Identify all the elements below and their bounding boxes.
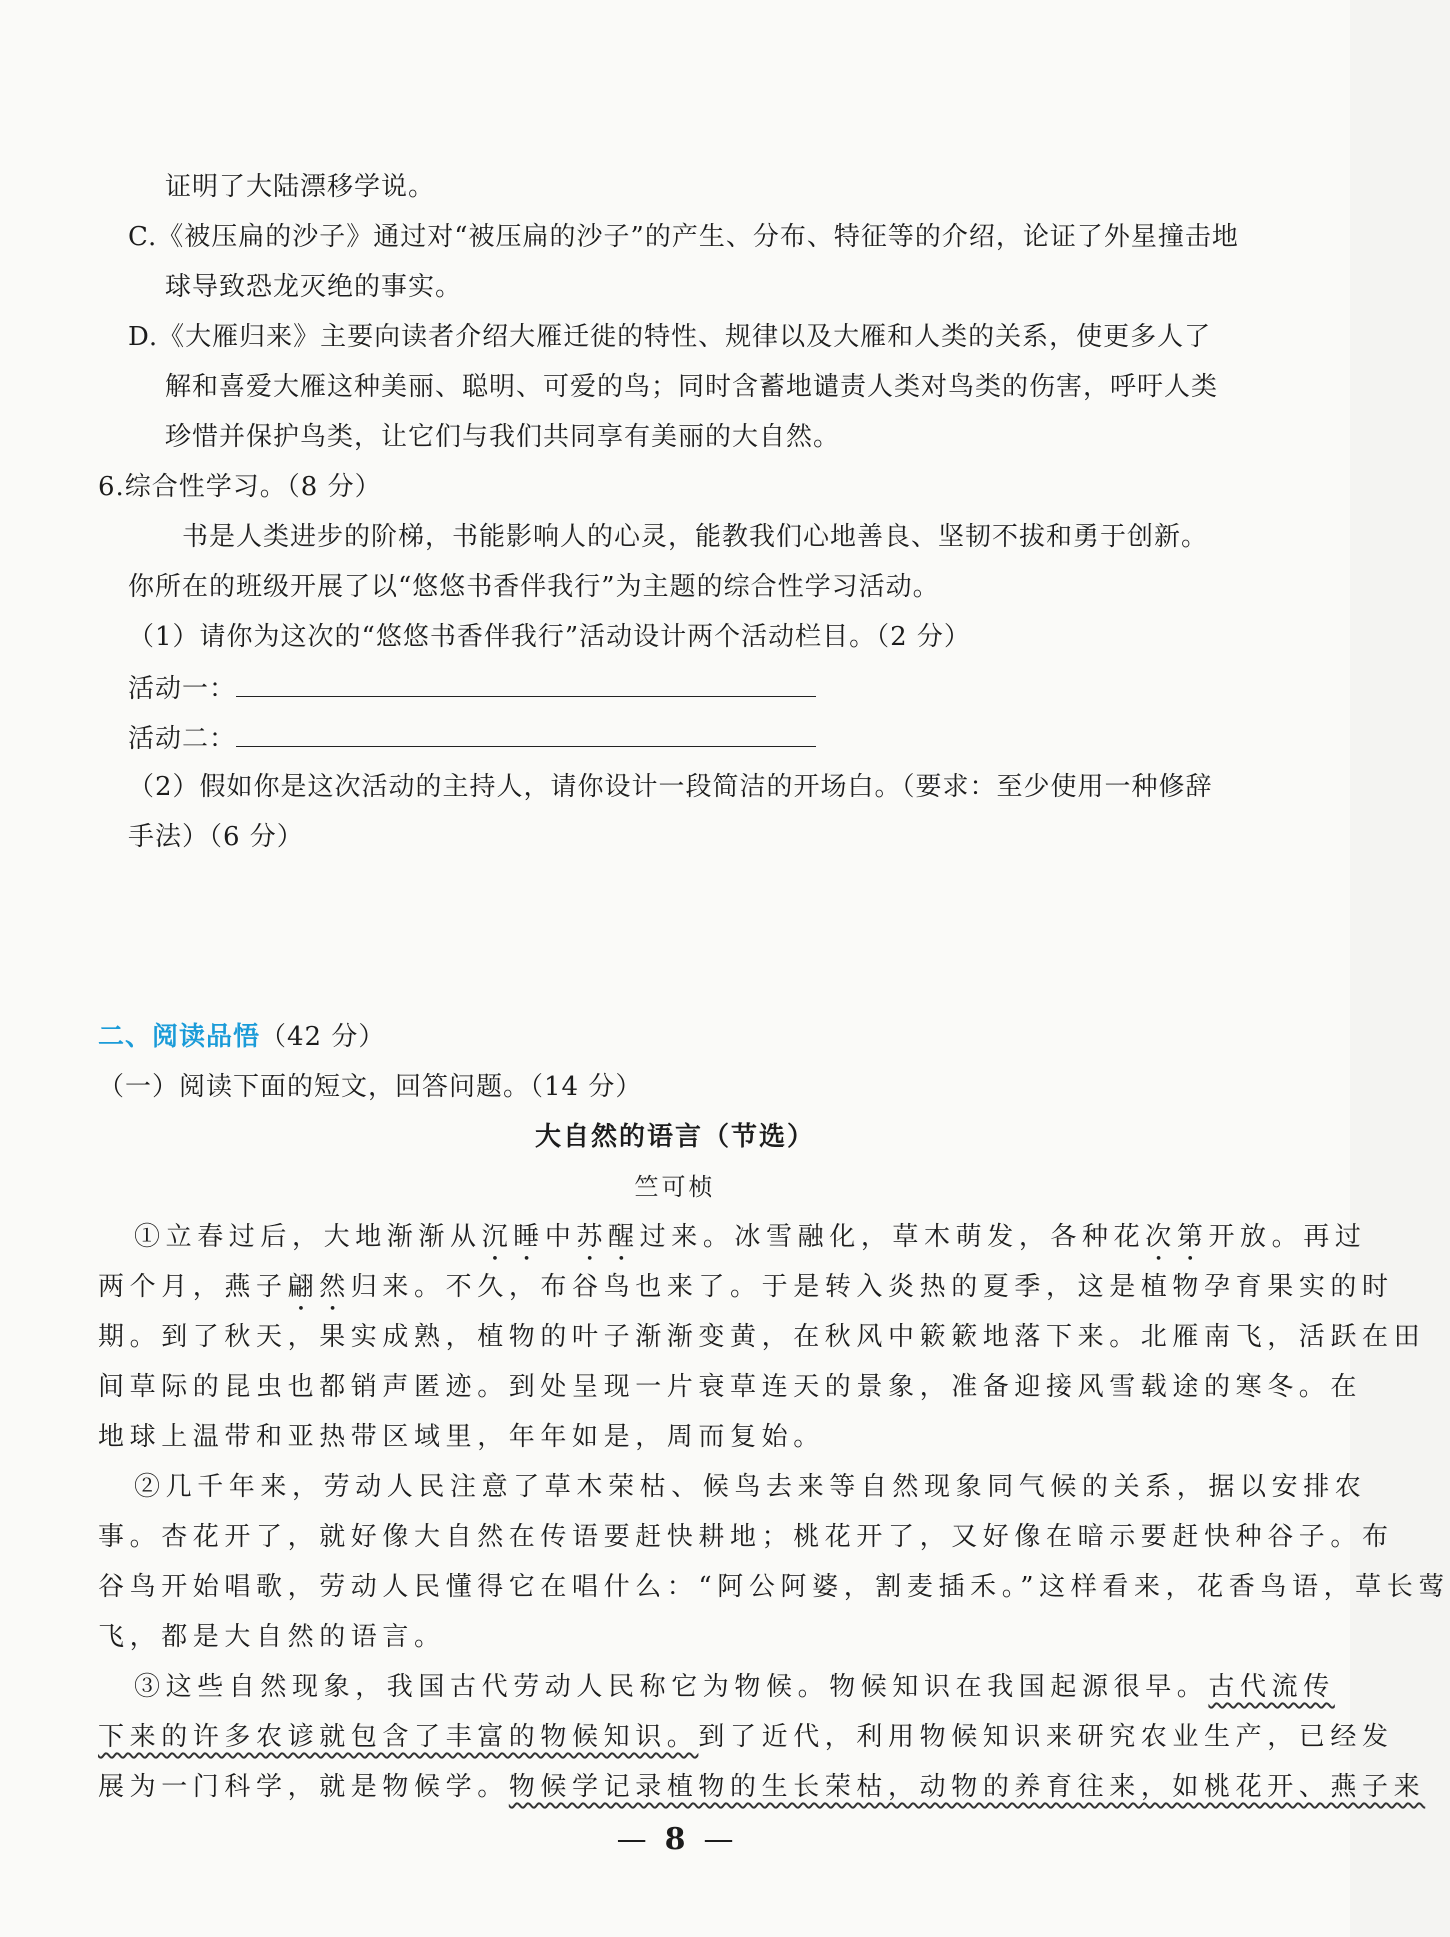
question-6-part2-line2: 手法）（6 分） xyxy=(128,822,304,852)
wavy-underline-1b: 下来的许多农谚就包含了丰富的物候知识。 xyxy=(98,1722,699,1752)
option-d-line1: D.《大雁归来》主要向读者介绍大雁迁徙的特性、规律以及大雁和人类的关系，使更多人了 xyxy=(128,322,1212,352)
section-2-title: 二、阅读品悟 xyxy=(98,1022,261,1052)
activity-2-label: 活动二： xyxy=(128,724,237,754)
page-number xyxy=(0,1820,1350,1860)
option-d-line2: 解和喜爱大雁这种美丽、聪明、可爱的鸟；同时含蓄地谴责人类对鸟类的伤害，呼吁人类 xyxy=(165,372,1219,402)
paragraph-2-line4: 飞，都是大自然的语言。 xyxy=(98,1622,446,1652)
question-6-title: 6.综合性学习。（8 分） xyxy=(98,472,382,502)
dotted-word-suxing: 苏醒 xyxy=(576,1222,640,1252)
wavy-underline-2: 物候学记录植物的生长荣枯，动物的养育往来，如桃花开、燕子来 xyxy=(508,1772,1426,1802)
paragraph-1-line4: 间草际的昆虫也都销声匿迹。到处呈现一片衰草连天的景象，准备迎接风雪载途的寒冬。在 xyxy=(98,1372,1363,1402)
paragraph-3-line3: 展为一门科学，就是物候学。物候学记录植物的生长荣枯，动物的养育往来，如桃花开、燕子来 xyxy=(98,1772,1426,1802)
activity-1-row xyxy=(128,670,816,706)
activity-2-answer-blank[interactable] xyxy=(236,720,816,747)
paragraph-1-line3: 期。到了秋天，果实成熟，植物的叶子渐渐变黄，在秋风中簌簌地落下来。北雁南飞，活跃在田 xyxy=(98,1322,1426,1352)
paragraph-2-line2: 事。杏花开了，就好像大自然在传语要赶快耕地；桃花开了，又好像在暗示要赶快种谷子。布 xyxy=(98,1522,1394,1552)
dotted-word-cidi: 次第 xyxy=(1145,1222,1209,1252)
paragraph-3-line1: ③这些自然现象，我国古代劳动人民称它为物候。物候知识在我国起源很早。古代流传 xyxy=(134,1672,1335,1702)
article-author: 竺可桢 xyxy=(634,1173,716,1201)
question-6-part2-line1: （2）假如你是这次活动的主持人，请你设计一段简洁的开场白。（要求：至少使用一种修辞 xyxy=(128,772,1213,802)
activity-1-label: 活动一： xyxy=(128,674,237,704)
article-title: 大自然的语言（节选） xyxy=(534,1122,815,1152)
option-b-continuation: 证明了大陆漂移学说。 xyxy=(165,172,436,202)
question-6-part1: （1）请你为这次的“悠悠书香伴我行”活动设计两个活动栏目。（2 分） xyxy=(128,622,971,652)
dotted-word-chenshui: 沉睡 xyxy=(481,1222,545,1252)
activity-2-row xyxy=(128,720,816,756)
page-dash-right: — xyxy=(703,1822,734,1857)
page-dash-left: — xyxy=(616,1822,647,1857)
paragraph-2-line1: ②几千年来，劳动人民注意了草木荣枯、候鸟去来等自然现象同气候的关系，据以安排农 xyxy=(134,1472,1367,1502)
question-6-intro-line2: 你所在的班级开展了以“悠悠书香伴我行”为主题的综合性学习活动。 xyxy=(128,572,940,602)
paragraph-1-line1: ①立春过后，大地渐渐从沉睡中苏醒过来。冰雪融化，草木萌发，各种花次第开放。再过 xyxy=(134,1222,1367,1252)
option-d-line3: 珍惜并保护鸟类，让它们与我们共同享有美丽的大自然。 xyxy=(165,422,841,452)
activity-1-answer-blank[interactable] xyxy=(236,670,816,697)
paragraph-1-line5: 地球上温带和亚热带区域里，年年如是，周而复始。 xyxy=(98,1422,825,1452)
paragraph-3-line2: 下来的许多农谚就包含了丰富的物候知识。到了近代，利用物候知识来研究农业生产，已经发 xyxy=(98,1722,1394,1752)
page-number-value: 8 xyxy=(664,1822,686,1857)
paragraph-2-line3: 谷鸟开始唱歌，劳动人民懂得它在唱什么：“阿公阿婆，割麦插禾。”这样看来，花香鸟语，草长莺 xyxy=(98,1572,1450,1602)
section-2-score: （42 分） xyxy=(260,1022,386,1052)
option-c-line1: C.《被压扁的沙子》通过对“被压扁的沙子”的产生、分布、特征等的介绍，论证了外星撞击地 xyxy=(128,222,1239,252)
reading-part-1-instruction: （一）阅读下面的短文，回答问题。（14 分） xyxy=(98,1072,643,1102)
paragraph-1-line2: 两个月，燕子翩然归来。不久，布谷鸟也来了。于是转入炎热的夏季，这是植物孕育果实的时 xyxy=(98,1272,1394,1302)
dotted-word-pianran: 翩然 xyxy=(287,1272,351,1302)
option-c-line2: 球导致恐龙灭绝的事实。 xyxy=(165,272,463,302)
question-6-intro-line1: 书是人类进步的阶梯，书能影响人的心灵，能教我们心地善良、坚韧不拔和勇于创新。 xyxy=(182,522,1209,552)
section-2-heading xyxy=(98,1020,385,1054)
wavy-underline-1a: 古代流传 xyxy=(1208,1672,1335,1702)
